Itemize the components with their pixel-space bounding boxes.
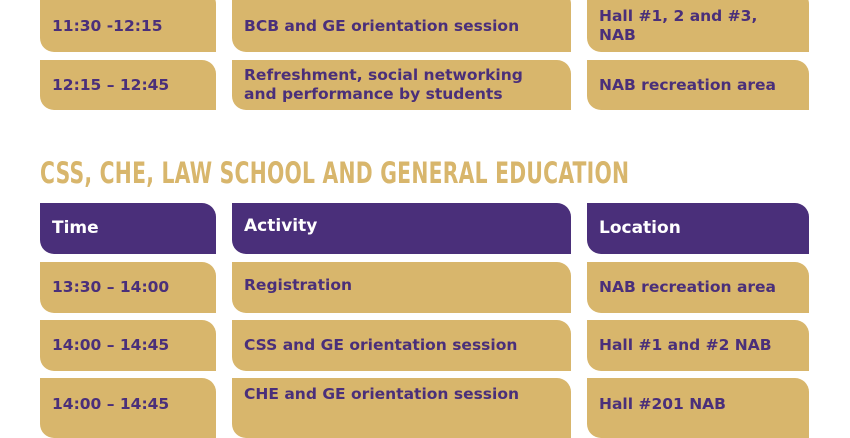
- upper-row-2-activity-line2: and performance by students: [244, 85, 503, 103]
- header-activity: Activity: [232, 203, 571, 254]
- row-3-time: 14:00 – 14:45: [40, 378, 216, 438]
- row-3-activity: CHE and GE orientation session: [232, 378, 571, 438]
- row-1-activity: Registration: [232, 262, 571, 313]
- row-1-time: 13:30 – 14:00: [40, 262, 216, 313]
- section-title: CSS, CHE, LAW SCHOOL AND GENERAL EDUCATION: [40, 156, 630, 190]
- header-time: Time: [40, 203, 216, 254]
- header-location: Location: [587, 203, 809, 254]
- row-1-location: NAB recreation area: [587, 262, 809, 313]
- row-2-location: Hall #1 and #2 NAB: [587, 320, 809, 371]
- row-2-activity: CSS and GE orientation session: [232, 320, 571, 371]
- row-3-location: Hall #201 NAB: [587, 378, 809, 438]
- upper-row-2-activity: [232, 60, 571, 110]
- upper-row-2-time: 12:15 – 12:45: [40, 60, 216, 110]
- upper-row-1-time: 11:30 -12:15: [40, 0, 216, 52]
- upper-row-1-location: Hall #1, 2 and #3, NAB: [587, 0, 809, 52]
- upper-row-1-activity: BCB and GE orientation session: [232, 0, 571, 52]
- row-2-time: 14:00 – 14:45: [40, 320, 216, 371]
- upper-row-2-location: NAB recreation area: [587, 60, 809, 110]
- upper-row-2-activity-line1: Refreshment, social networking: [244, 66, 523, 84]
